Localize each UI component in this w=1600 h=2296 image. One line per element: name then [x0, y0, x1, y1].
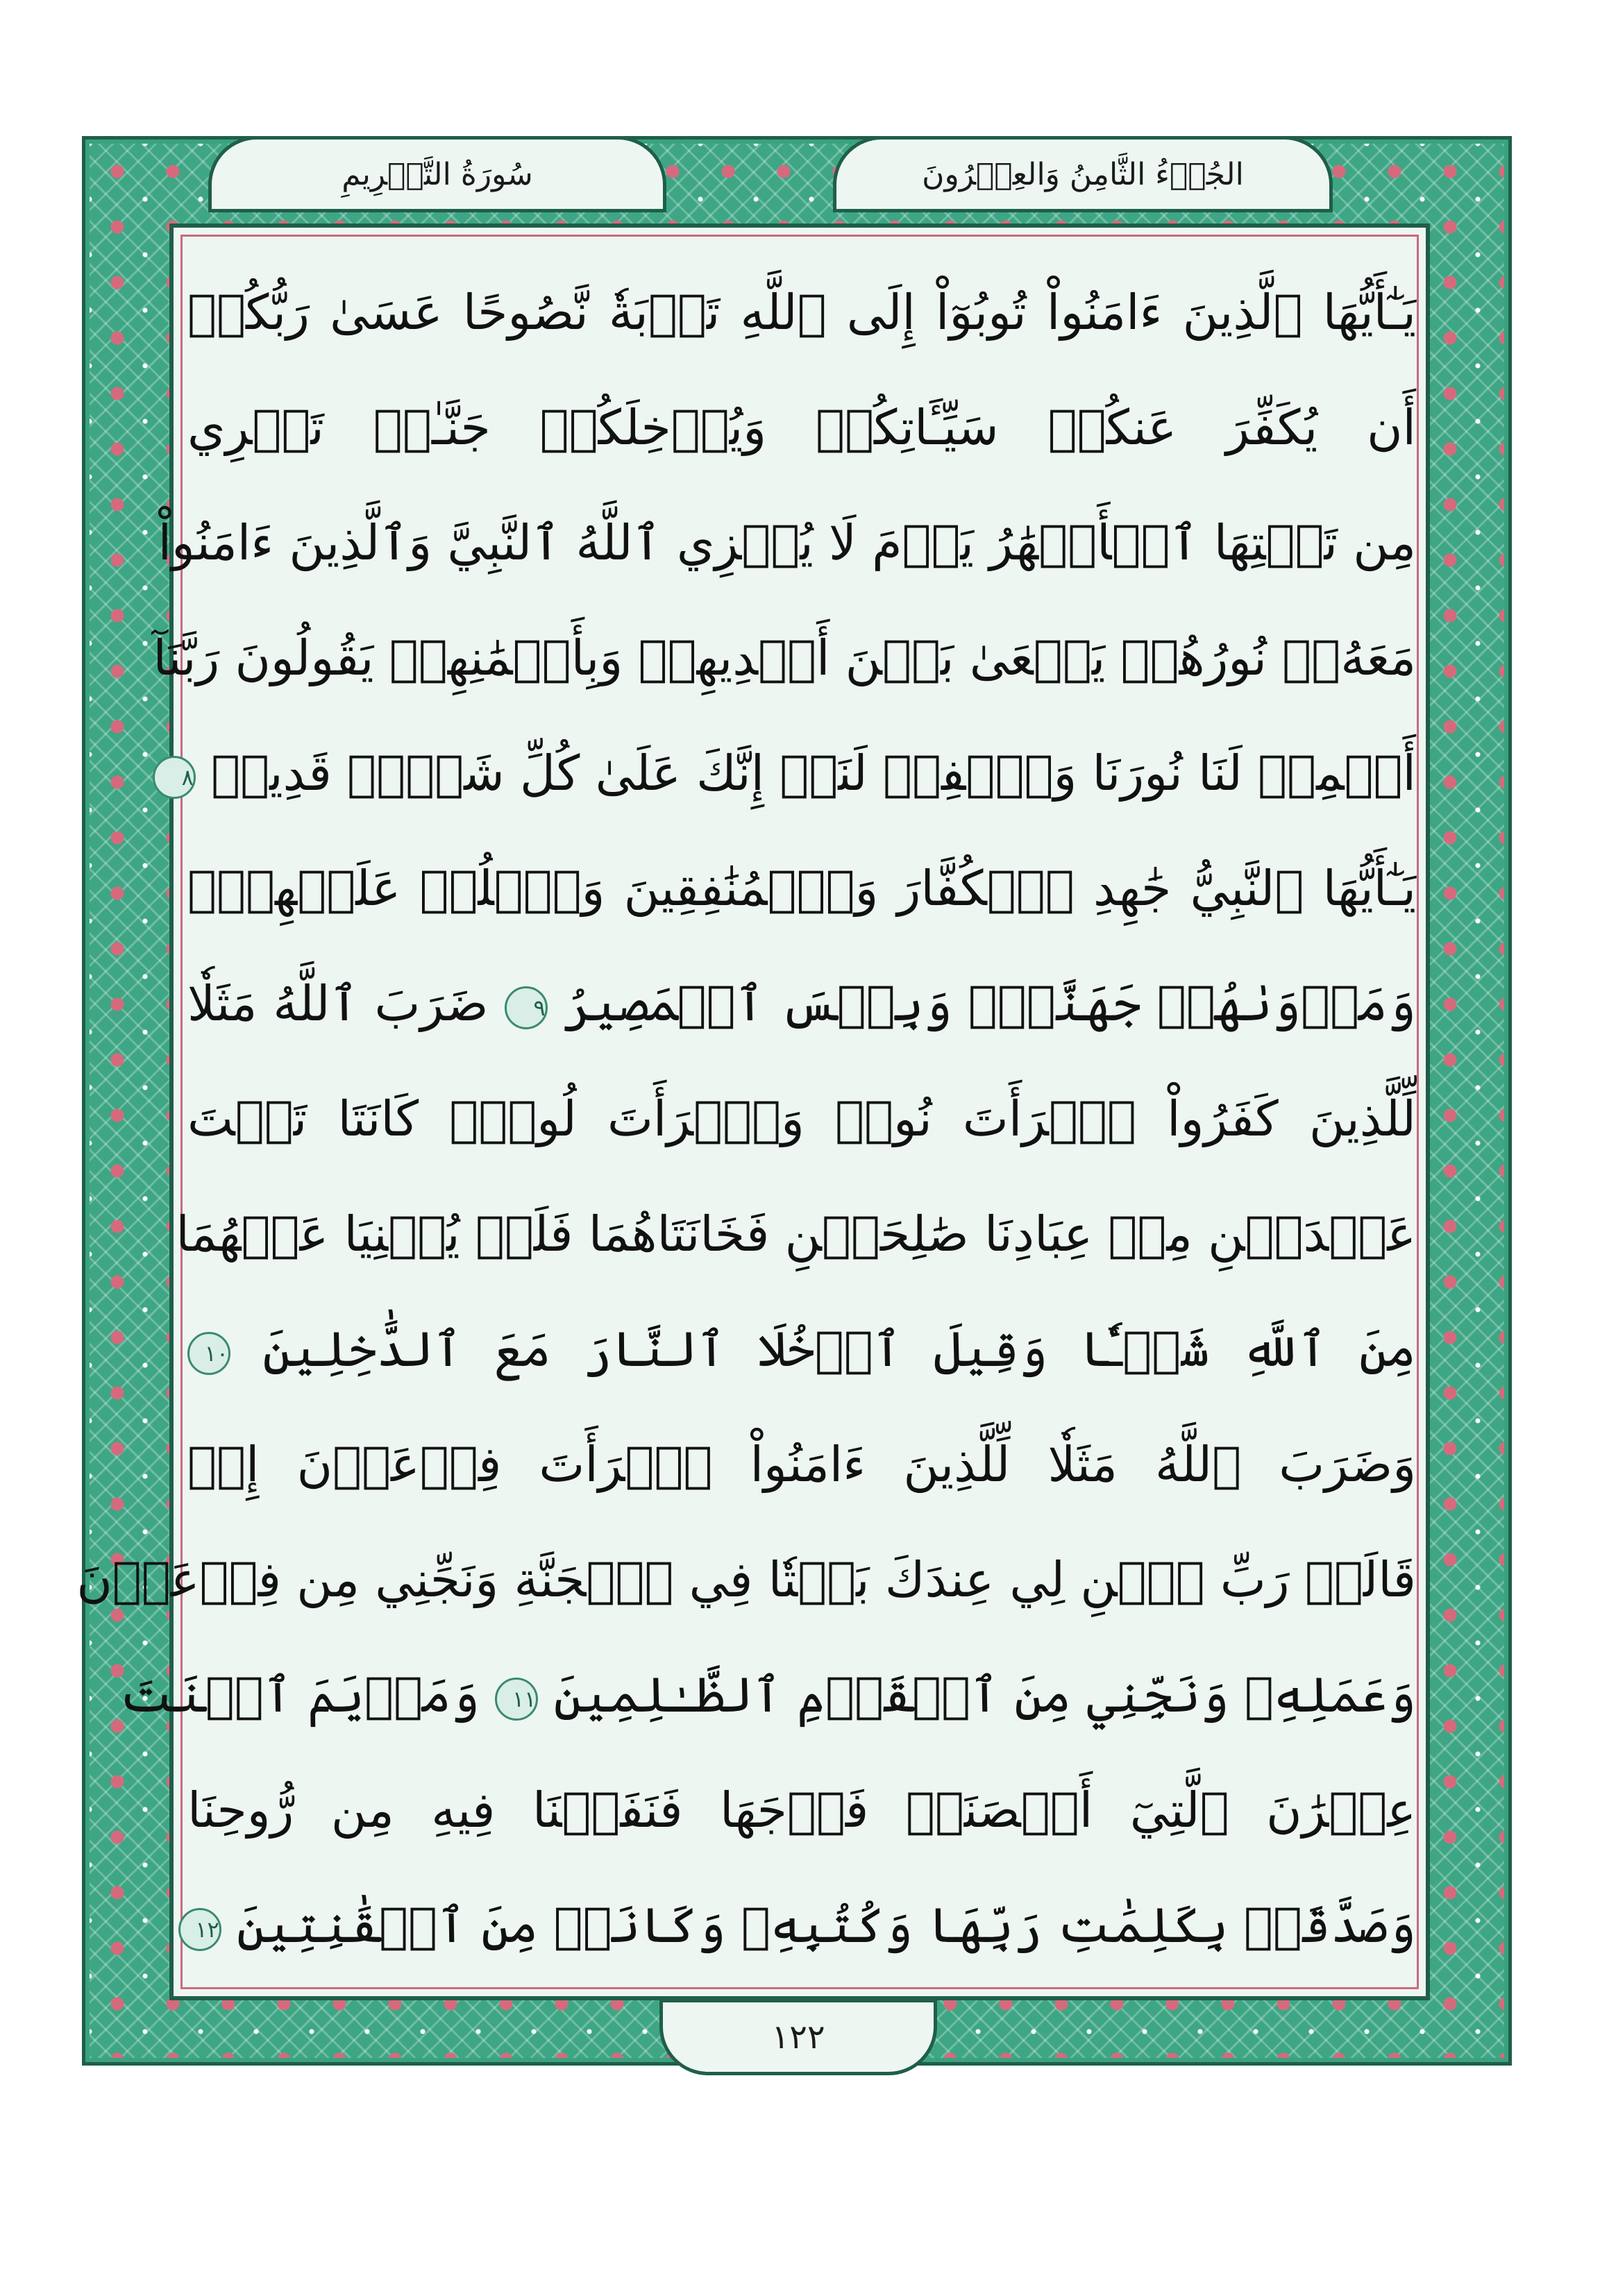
line-text: أَتۡمِمۡ لَنَا نُورَنَا وَٱغۡفِرۡ لَنَآۖ إِنَّكَ عَلَىٰ كُلِّ شَيۡءٖ قَدِيرٞ	[211, 745, 1416, 802]
text-line	[119, 1646, 1416, 1744]
line-text: وَصَدَّقَتۡ بِكَلِمَٰتِ رَبِّهَا وَكُتُبِهِۦ وَكَانَتۡ مِنَ ٱلۡقَٰنِتِينَ	[236, 1897, 1416, 1954]
ayah-marker-icon: ١١	[495, 1678, 538, 1721]
text-line	[187, 955, 1416, 1052]
line-text: ضَرَبَ ٱللَّهُ مَثَلٗا	[187, 975, 489, 1032]
juz-name-cartouche	[833, 136, 1333, 212]
text-line: مَعَهُۥۖ نُورُهُمۡ يَسۡعَىٰ بَيۡنَ أَيۡدِيهِمۡ وَبِأَيۡمَٰنِهِمۡ يَقُولُونَ رَبَّنَآ	[153, 630, 1416, 686]
juz-name: الجُزۡءُ الثَّامِنُ وَالعِشۡرُونَ	[922, 156, 1244, 192]
surah-name: سُورَةُ التَّحۡرِيمِ	[342, 156, 533, 192]
ayah-marker-icon: ٨	[153, 756, 196, 799]
text-line	[187, 1301, 1416, 1398]
text-line: وَضَرَبَ ٱللَّهُ مَثَلٗا لِّلَّذِينَ ءَامَنُواْ ٱمۡرَأَتَ فِرۡعَوۡنَ إِذۡ	[187, 1436, 1416, 1493]
text-line: يَـٰٓأَيُّهَا ٱلَّذِينَ ءَامَنُواْ تُوبُوٓاْ إِلَى ٱللَّهِ تَوۡبَةٗ نَّصُوحًا عَسَىٰ رَبُّكُمۡ	[187, 284, 1416, 341]
surah-name-cartouche	[208, 136, 666, 212]
line-text: وَعَمَلِهِۦ وَنَجِّنِي مِنَ ٱلۡقَوۡمِ ٱلظَّـٰلِمِينَ	[553, 1666, 1416, 1723]
line-text: مِنَ ٱللَّهِ شَيۡـٔٗا وَقِيلَ ٱدۡخُلَا ٱلنَّارَ مَعَ ٱلدَّٰخِلِينَ	[262, 1321, 1416, 1378]
line-text: وَمَأۡوَىٰهُمۡ جَهَنَّمُۖ وَبِئۡسَ ٱلۡمَصِيرُ	[563, 975, 1416, 1032]
text-line: عِمۡرَٰنَ ٱلَّتِيٓ أَحۡصَنَتۡ فَرۡجَهَا فَنَفَخۡنَا فِيهِ مِن رُّوحِنَا	[187, 1782, 1416, 1839]
ayah-marker-icon: ١٠	[187, 1332, 230, 1375]
line-text: وَمَرۡيَمَ ٱبۡنَتَ	[119, 1666, 480, 1723]
ayah-marker-icon: ١٢	[178, 1908, 221, 1951]
page-number-cartouche	[659, 1999, 937, 2075]
text-line	[181, 725, 1416, 822]
text-line: أَن يُكَفِّرَ عَنكُمۡ سَيِّـَٔاتِكُمۡ وَيُدۡخِلَكُمۡ جَنَّـٰتٖ تَجۡرِي	[187, 399, 1416, 456]
text-line: قَالَتۡ رَبِّ ٱبۡنِ لِي عِندَكَ بَيۡتٗا فِي ٱلۡجَنَّةِ وَنَجِّنِي مِن فِرۡعَوۡنَ	[76, 1551, 1416, 1608]
text-line: يَـٰٓأَيُّهَا ٱلنَّبِيُّ جَٰهِدِ ٱلۡكُفَّارَ وَٱلۡمُنَٰفِقِينَ وَٱغۡلُظۡ عَلَيۡهِمۡۚ	[187, 860, 1416, 917]
text-line: مِن تَحۡتِهَا ٱلۡأَنۡهَٰرُ يَوۡمَ لَا يُخۡزِي ٱللَّهُ ٱلنَّبِيَّ وَٱلَّذِينَ ءَامَنُواْ	[158, 514, 1416, 571]
text-line: عَبۡدَيۡنِ مِنۡ عِبَادِنَا صَٰلِحَيۡنِ فَخَانَتَاهُمَا فَلَمۡ يُغۡنِيَا عَنۡهُمَا	[176, 1206, 1416, 1263]
page-number: ١٢٢	[771, 2018, 825, 2057]
quran-text	[76, 264, 1416, 1992]
text-line: لِّلَّذِينَ كَفَرُواْ ٱمۡرَأَتَ نُوحٖ وَٱمۡرَأَتَ لُوطٖۖ كَانَتَا تَحۡتَ	[187, 1090, 1416, 1147]
text-line	[187, 1877, 1416, 1974]
ayah-marker-icon: ٩	[505, 986, 548, 1029]
